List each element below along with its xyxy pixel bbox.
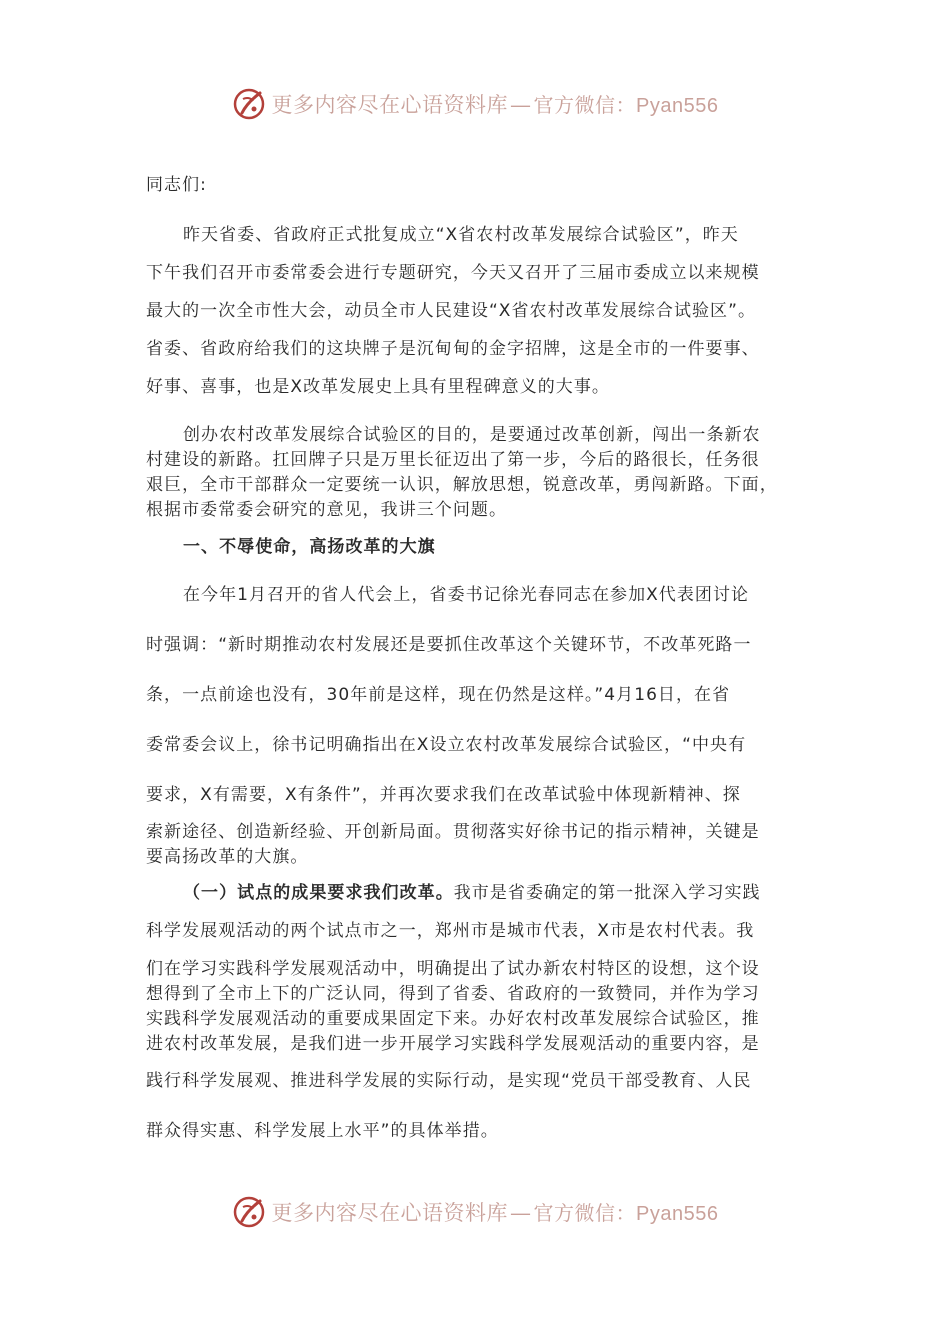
salutation: 同志们: <box>146 175 207 195</box>
subsection-heading: （一）试点的成果要求我们改革。 <box>183 883 454 903</box>
paragraph-line: 创办农村改革发展综合试验区的目的，是要通过改革创新，闯出一条新农 <box>183 425 761 445</box>
paragraph-line: 们在学习实践科学发展观活动中，明确提出了试办新农村特区的设想，这个设 <box>146 959 760 979</box>
paragraph-line <box>183 882 761 904</box>
paragraph-line: 要高扬改革的大旗。 <box>146 847 309 867</box>
paragraph-line: 省委、省政府给我们的这块牌子是沉甸甸的金字招牌，这是全市的一件要事、 <box>146 339 760 359</box>
paragraph-line: 条，一点前途也没有，30年前是这样，现在仍然是这样。”4月16日，在省 <box>146 685 731 705</box>
paragraph-line: 践行科学发展观、推进科学发展的实际行动，是实现“党员干部受教育、人民 <box>146 1071 752 1091</box>
paragraph-line: 好事、喜事，也是X改革发展史上具有里程碑意义的大事。 <box>146 377 610 397</box>
section-heading: 一、不辱使命，高扬改革的大旗 <box>183 537 436 557</box>
paragraph-line: 村建设的新路。扛回牌子只是万里长征迈出了第一步，今后的路很长，任务很 <box>146 450 760 470</box>
paragraph-line: 最大的一次全市性大会，动员全市人民建设“X省农村改革发展综合试验区”。 <box>146 301 757 321</box>
footer-banner <box>0 1192 950 1232</box>
paragraph-line: 群众得实惠、科学发展上水平”的具体举措。 <box>146 1121 499 1141</box>
logo-icon <box>232 1195 266 1229</box>
logo-icon <box>232 87 266 121</box>
banner-title: 更多内容尽在心语资料库 <box>271 93 509 117</box>
paragraph-line: 昨天省委、省政府正式批复成立“X省农村改革发展综合试验区”，昨天 <box>183 225 739 245</box>
paragraph-line: 实践科学发展观活动的重要成果固定下来。办好农村改革发展综合试验区，推 <box>146 1009 760 1029</box>
paragraph-line: 艰巨，全市干部群众一定要统一认识，解放思想，锐意改革，勇闯新路。下面， <box>146 475 778 495</box>
banner-separator: — <box>510 1201 532 1225</box>
paragraph-line: 科学发展观活动的两个试点市之一，郑州市是城市代表，X市是农村代表。我 <box>146 921 755 941</box>
banner-text <box>272 89 719 119</box>
paragraph-line: 时强调：“新时期推动农村发展还是要抓住改革这个关键环节，不改革死路一 <box>146 635 752 655</box>
header-banner <box>0 84 950 124</box>
banner-title: 更多内容尽在心语资料库 <box>271 1201 509 1225</box>
banner-wechat: 官方微信：Pyan556 <box>533 1203 719 1225</box>
paragraph-line: 想得到了全市上下的广泛认同，得到了省委、省政府的一致赞同，并作为学习 <box>146 984 760 1004</box>
paragraph-text: 我市是省委确定的第一批深入学习实践 <box>453 883 761 903</box>
paragraph-line: 根据市委常委会研究的意见，我讲三个问题。 <box>146 500 507 520</box>
paragraph-line: 进农村改革发展，是我们进一步开展学习实践科学发展观活动的重要内容，是 <box>146 1034 760 1054</box>
paragraph-line: 要求，X有需要，X有条件”，并再次要求我们在改革试验中体现新精神、探 <box>146 785 741 805</box>
paragraph-line: 下午我们召开市委常委会进行专题研究，今天又召开了三届市委成立以来规模 <box>146 263 760 283</box>
paragraph-line: 索新途径、创造新经验、开创新局面。贯彻落实好徐书记的指示精神，关键是 <box>146 822 760 842</box>
banner-separator: — <box>510 93 532 117</box>
paragraph-line: 在今年1月召开的省人代会上，省委书记徐光春同志在参加X代表团讨论 <box>183 585 750 605</box>
paragraph-line: 委常委会议上，徐书记明确指出在X设立农村改革发展综合试验区，“中央有 <box>146 735 747 755</box>
banner-wechat: 官方微信：Pyan556 <box>533 95 719 117</box>
banner-text <box>272 1197 719 1227</box>
